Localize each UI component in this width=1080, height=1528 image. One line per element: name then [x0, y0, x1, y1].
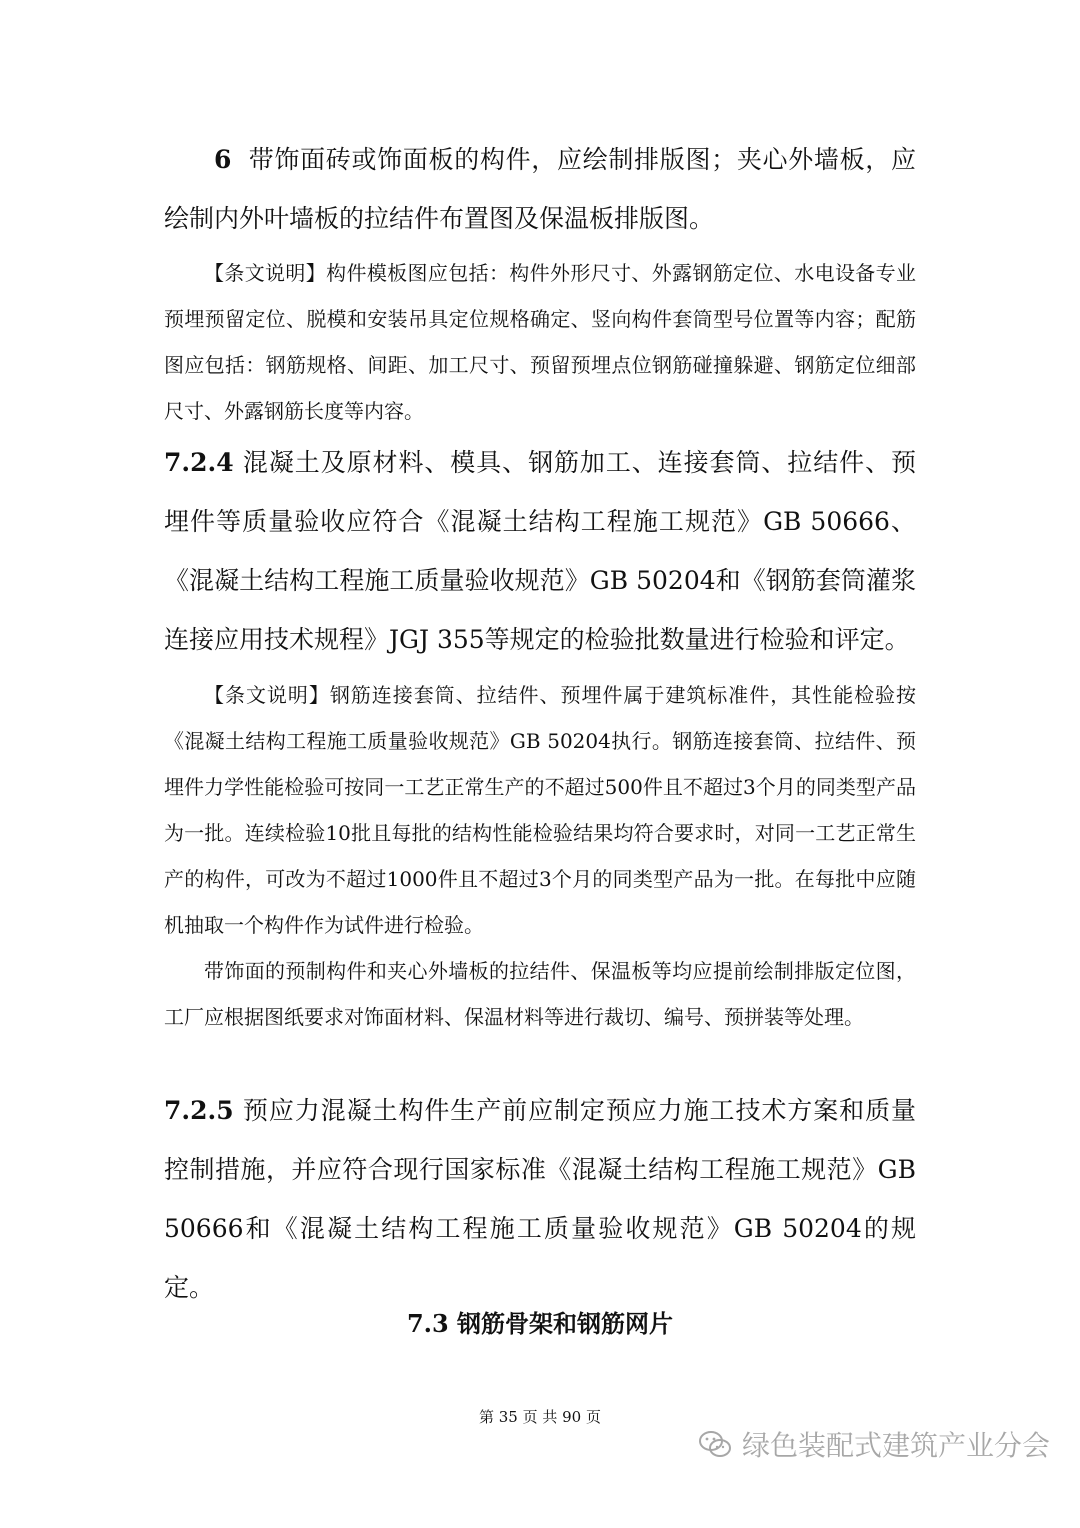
clause-7-2-4: [164, 433, 916, 669]
clause-7-2-5: [164, 1081, 916, 1317]
clause-text: 预应力混凝土构件生产前应制定预应力施工技术方案和质量控制措施，并应符合现行国家标准《混凝土结构工程施工规范》GB 50666和《混凝土结构工程施工质量验收规范》GB 50204的规定。: [164, 1096, 916, 1302]
explanatory-note-2: [164, 672, 916, 1040]
page-number-footer: 第 35 页 共 90 页: [478, 1408, 601, 1426]
clause-number: 7.2.5: [164, 1096, 234, 1125]
watermark-text: 绿色装配式建筑产业分会: [741, 1429, 1050, 1462]
section-heading: 7.3 钢筋骨架和钢筋网片: [406, 1309, 674, 1338]
note-paragraph-2: 带饰面的预制构件和夹心外墙板的拉结件、保温板等均应提前绘制排版定位图，工厂应根据图纸要求对饰面材料、保温材料等进行裁切、编号、预拼装等处理。: [164, 959, 916, 1029]
clause-number: 7.2.4: [164, 448, 234, 477]
note-label: 【条文说明】: [204, 261, 327, 285]
wechat-icon: [698, 1429, 732, 1459]
explanatory-note-1: [164, 250, 916, 434]
item-number: 6: [214, 145, 232, 174]
watermark: [698, 1424, 1050, 1464]
note-text: 钢筋连接套筒、拉结件、预埋件属于建筑标准件，其性能检验按《混凝土结构工程施工质量验收规范》GB 50204执行。钢筋连接套筒、拉结件、预埋件力学性能检验可按同一工艺正常生产的不超过500件且不超过3个月的同类型产品为一批。连续检验10批且每批的结构性能检验结果均符合要求时，对同一工艺正常生产的构件，可改为不超过1000件且不超过3个月的同类型产品为一批。在每批中应随机抽取一个构件作为试件进行检验。: [164, 683, 917, 937]
item-6: [164, 130, 916, 248]
note-label: 【条文说明】: [204, 683, 330, 707]
clause-text: 混凝土及原材料、模具、钢筋加工、连接套筒、拉结件、预埋件等质量验收应符合《混凝土结构工程施工规范》GB 50666、《混凝土结构工程施工质量验收规范》GB 50204和《钢筋套筒灌浆连接应用技术规程》JGJ 355等规定的检验批数量进行检验和评定。: [164, 448, 916, 654]
note-text: 构件模板图应包括：构件外形尺寸、外露钢筋定位、水电设备专业预埋预留定位、脱模和安装吊具定位规格确定、竖向构件套筒型号位置等内容；配筋图应包括：钢筋规格、间距、加工尺寸、预留预埋点位钢筋碰撞躲避、钢筋定位细部尺寸、外露钢筋长度等内容。: [164, 261, 917, 423]
item-text: 带饰面砖或饰面板的构件，应绘制排版图；夹心外墙板，应绘制内外叶墙板的拉结件布置图及保温板排版图。: [164, 145, 916, 233]
